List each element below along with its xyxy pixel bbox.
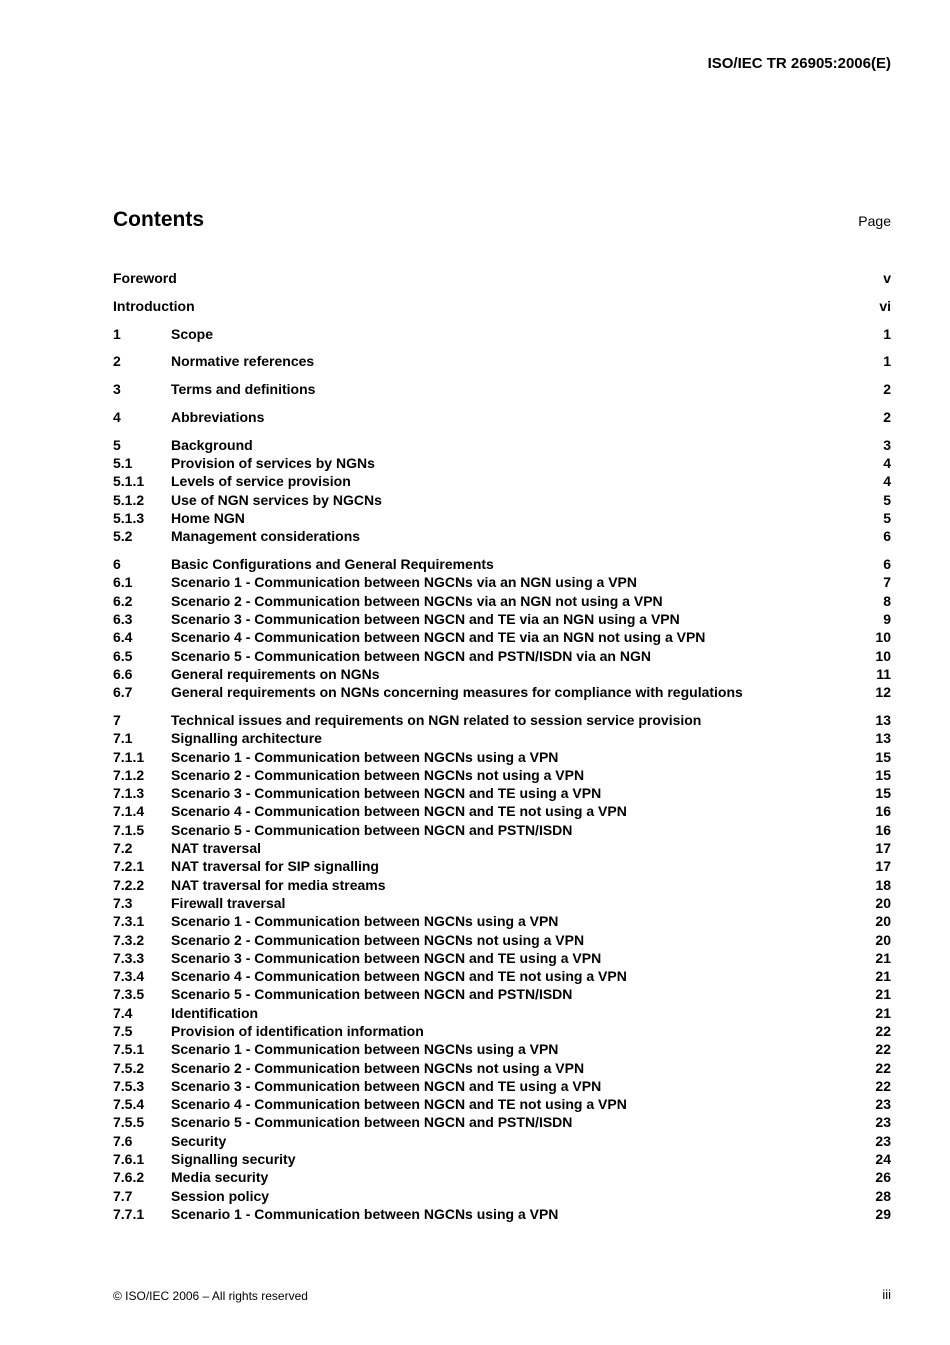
toc-entry-title: Scenario 4 - Communication between NGCN and TE via an NGN not using a VPN xyxy=(171,629,706,646)
toc-entry[interactable] xyxy=(113,949,891,967)
toc-entry-title: Scenario 5 - Communication between NGCN and PSTN/ISDN via an NGN xyxy=(171,647,651,664)
toc-entry[interactable] xyxy=(113,491,891,509)
toc-entry-number: 7.3.3 xyxy=(113,949,145,966)
toc-entry-page: 3 xyxy=(883,436,891,453)
toc-entry-page: 2 xyxy=(883,408,891,425)
toc-entry[interactable] xyxy=(113,325,891,343)
toc-entry[interactable] xyxy=(113,1168,891,1186)
toc-entry-title: Signalling architecture xyxy=(171,730,322,747)
toc-entry[interactable] xyxy=(113,269,891,287)
contents-heading-row xyxy=(113,208,891,232)
toc-entry[interactable] xyxy=(113,592,891,610)
toc-entry-title: Scenario 5 - Communication between NGCN and PSTN/ISDN xyxy=(171,821,573,838)
toc-entry[interactable] xyxy=(113,894,891,912)
toc-entry-page: 20 xyxy=(875,894,891,911)
toc-entry-number: 7.2.2 xyxy=(113,876,145,893)
toc-entry-title: Provision of services by NGNs xyxy=(171,455,375,472)
toc-entry-title: Scenario 1 - Communication between NGCNs using a VPN xyxy=(171,748,559,765)
toc-entry-title: Scenario 2 - Communication between NGCNs not using a VPN xyxy=(171,931,585,948)
toc-entry-number: 7.5.2 xyxy=(113,1059,145,1076)
toc-entry-number: 6.2 xyxy=(113,592,133,609)
toc-entry-number: 5.1 xyxy=(113,455,133,472)
toc-entry-title: Scenario 2 - Communication between NGCNs not using a VPN xyxy=(171,1059,585,1076)
toc-entry-title: Abbreviations xyxy=(171,408,265,425)
toc-entry-number: 7.3 xyxy=(113,894,133,911)
toc-entry[interactable] xyxy=(113,821,891,839)
toc-entry-page: 6 xyxy=(883,528,891,545)
toc-entry[interactable] xyxy=(113,408,891,426)
toc-entry-number: 6 xyxy=(113,556,121,573)
toc-entry-page: 2 xyxy=(883,381,891,398)
toc-entry-number: 7.3.5 xyxy=(113,986,145,1003)
toc-entry-number: 6.5 xyxy=(113,647,133,664)
toc-entry-title: General requirements on NGNs concerning measures for compliance with regulations xyxy=(171,684,743,701)
copyright-notice: © ISO/IEC 2006 – All rights reserved xyxy=(113,1289,308,1303)
toc-entry[interactable] xyxy=(113,628,891,646)
toc-entry-title: Provision of identification information xyxy=(171,1022,424,1039)
toc-entry[interactable] xyxy=(113,1132,891,1150)
toc-entry-title: Scenario 1 - Communication between NGCNs using a VPN xyxy=(171,1041,559,1058)
toc-entry-number: 7.1 xyxy=(113,730,133,747)
toc-entry-number: 7.7.1 xyxy=(113,1205,145,1222)
toc-entry-title: Technical issues and requirements on NGN related to session service provision xyxy=(171,711,702,728)
toc-entry-number: 7.5 xyxy=(113,1022,133,1039)
toc-entry-number: 4 xyxy=(113,408,121,425)
toc-entry-number: 2 xyxy=(113,353,121,370)
toc-entry-number: 5.1.2 xyxy=(113,491,145,508)
toc-entry[interactable] xyxy=(113,1059,891,1077)
toc-entry[interactable] xyxy=(113,683,891,701)
toc-entry-title: Scenario 4 - Communication between NGCN and TE not using a VPN xyxy=(171,803,627,820)
toc-entry-title: Scope xyxy=(171,325,214,342)
toc-entry-number: 6.7 xyxy=(113,684,133,701)
toc-entry-title: Scenario 3 - Communication between NGCN and TE using a VPN xyxy=(171,949,602,966)
table-of-contents xyxy=(113,269,891,1223)
toc-entry-number: 5.1.1 xyxy=(113,473,145,490)
toc-entry-title: Scenario 1 - Communication between NGCNs using a VPN xyxy=(171,1205,559,1222)
toc-entry-title: Signalling security xyxy=(171,1151,296,1168)
toc-entry-page: vi xyxy=(879,297,891,314)
toc-entry-page: 23 xyxy=(875,1132,891,1149)
toc-entry-page: 9 xyxy=(883,610,891,627)
toc-entry-title: Scenario 1 - Communication between NGCNs via an NGN using a VPN xyxy=(171,574,637,591)
toc-entry-title: Scenario 3 - Communication between NGCN and TE using a VPN xyxy=(171,1077,602,1094)
toc-entry[interactable] xyxy=(113,665,891,683)
toc-entry-page: 21 xyxy=(875,949,891,966)
toc-entry[interactable] xyxy=(113,1022,891,1040)
toc-entry[interactable] xyxy=(113,472,891,490)
toc-entry-page: 6 xyxy=(883,556,891,573)
toc-entry-number: 7.3.1 xyxy=(113,913,145,930)
toc-entry-title: Home NGN xyxy=(171,509,245,526)
toc-entry-title: Scenario 1 - Communication between NGCNs using a VPN xyxy=(171,913,559,930)
toc-entry-number: 7.6.2 xyxy=(113,1169,145,1186)
toc-entry[interactable] xyxy=(113,766,891,784)
toc-entry-title: Security xyxy=(171,1132,227,1149)
toc-entry[interactable] xyxy=(113,380,891,398)
toc-entry-title: Scenario 3 - Communication between NGCN and TE via an NGN using a VPN xyxy=(171,610,680,627)
toc-entry[interactable] xyxy=(113,1187,891,1205)
toc-entry[interactable] xyxy=(113,1095,891,1113)
toc-entry[interactable] xyxy=(113,1205,891,1223)
toc-entry-title: Identification xyxy=(171,1004,259,1021)
toc-entry-title: Scenario 5 - Communication between NGCN and PSTN/ISDN xyxy=(171,1114,573,1131)
toc-entry-page: 22 xyxy=(875,1077,891,1094)
toc-entry-page: 4 xyxy=(883,455,891,472)
toc-entry-number: 5 xyxy=(113,436,121,453)
toc-entry[interactable] xyxy=(113,802,891,820)
toc-entry-title: NAT traversal for SIP signalling xyxy=(171,858,379,875)
toc-entry-number: 7.1.5 xyxy=(113,821,145,838)
toc-entry-number: 7.3.4 xyxy=(113,968,145,985)
toc-entry-number: 7.5.3 xyxy=(113,1077,145,1094)
toc-entry-number: 7.5.4 xyxy=(113,1096,145,1113)
toc-entry-page: 21 xyxy=(875,968,891,985)
toc-entry-page: 22 xyxy=(875,1059,891,1076)
toc-entry[interactable] xyxy=(113,784,891,802)
toc-entry-number: 5.1.3 xyxy=(113,509,145,526)
toc-entry[interactable] xyxy=(113,876,891,894)
toc-entry-number: 6.4 xyxy=(113,629,133,646)
toc-entry-number: 7.6.1 xyxy=(113,1151,145,1168)
toc-entry-title: Terms and definitions xyxy=(171,381,316,398)
toc-entry-page: 21 xyxy=(875,986,891,1003)
toc-entry-title: Scenario 2 - Communication between NGCNs not using a VPN xyxy=(171,766,585,783)
toc-entry-title: Scenario 2 - Communication between NGCNs via an NGN not using a VPN xyxy=(171,592,663,609)
toc-entry-title: Foreword xyxy=(113,270,177,286)
toc-entry-page: 17 xyxy=(875,858,891,875)
toc-entry[interactable] xyxy=(113,912,891,930)
page-column-label: Page xyxy=(858,213,891,229)
toc-entry-number: 7.1.4 xyxy=(113,803,145,820)
toc-entry-number: 6.6 xyxy=(113,665,133,682)
toc-entry[interactable] xyxy=(113,839,891,857)
toc-entry-title: Scenario 4 - Communication between NGCN and TE not using a VPN xyxy=(171,1096,627,1113)
toc-entry-number: 7.1.2 xyxy=(113,766,145,783)
toc-entry-page: 21 xyxy=(875,1004,891,1021)
toc-entry-title: Management considerations xyxy=(171,528,361,545)
toc-entry-page: 24 xyxy=(875,1151,891,1168)
toc-entry[interactable] xyxy=(113,748,891,766)
toc-entry[interactable] xyxy=(113,436,891,454)
toc-entry-title: NAT traversal for media streams xyxy=(171,876,386,893)
toc-entry-title: Levels of service provision xyxy=(171,473,351,490)
toc-entry-page: 17 xyxy=(875,840,891,857)
toc-entry-title: NAT traversal xyxy=(171,840,262,857)
toc-entry[interactable] xyxy=(113,509,891,527)
toc-entry-title: Scenario 5 - Communication between NGCN and PSTN/ISDN xyxy=(171,986,573,1003)
toc-entry-page: 15 xyxy=(875,785,891,802)
toc-entry[interactable] xyxy=(113,1113,891,1131)
toc-entry-page: 11 xyxy=(876,665,891,682)
toc-entry-page: 15 xyxy=(875,766,891,783)
toc-entry-page: 22 xyxy=(875,1022,891,1039)
toc-entry-title: Use of NGN services by NGCNs xyxy=(171,491,382,508)
toc-entry-number: 7.1.3 xyxy=(113,785,145,802)
toc-entry-page: 8 xyxy=(883,592,891,609)
toc-entry-page: 1 xyxy=(883,353,891,370)
toc-entry-page: 1 xyxy=(883,325,891,342)
toc-entry[interactable] xyxy=(113,555,891,573)
toc-entry-number: 3 xyxy=(113,381,121,398)
toc-entry-page: 20 xyxy=(875,913,891,930)
toc-entry-number: 1 xyxy=(113,325,121,342)
toc-entry[interactable] xyxy=(113,297,891,315)
toc-entry-page: 16 xyxy=(875,821,891,838)
toc-entry-number: 6.1 xyxy=(113,574,133,591)
toc-entry-page: 13 xyxy=(875,711,891,728)
toc-entry-page: 4 xyxy=(883,473,891,490)
toc-entry[interactable] xyxy=(113,352,891,370)
toc-entry[interactable] xyxy=(113,1040,891,1058)
toc-entry-number: 7.4 xyxy=(113,1004,133,1021)
toc-entry[interactable] xyxy=(113,931,891,949)
toc-entry-page: 10 xyxy=(875,647,891,664)
toc-entry-title: Normative references xyxy=(171,353,315,370)
toc-entry-number: 7.2 xyxy=(113,840,133,857)
toc-entry-number: 5.2 xyxy=(113,528,133,545)
toc-entry-title: Scenario 3 - Communication between NGCN and TE using a VPN xyxy=(171,785,602,802)
toc-entry-page: 10 xyxy=(875,629,891,646)
toc-entry-page: 28 xyxy=(875,1187,891,1204)
toc-entry-page: 5 xyxy=(883,491,891,508)
toc-entry[interactable] xyxy=(113,1004,891,1022)
toc-entry-page: 23 xyxy=(875,1096,891,1113)
contents-title: Contents xyxy=(113,208,204,231)
toc-entry[interactable] xyxy=(113,573,891,591)
toc-entry-title: Introduction xyxy=(113,297,195,314)
toc-entry-page: 22 xyxy=(875,1041,891,1058)
toc-entry-title: General requirements on NGNs xyxy=(171,665,380,682)
toc-entry-number: 6.3 xyxy=(113,610,133,627)
toc-entry-title: Background xyxy=(171,436,253,453)
toc-entry[interactable] xyxy=(113,610,891,628)
toc-entry-page: 18 xyxy=(875,876,891,893)
toc-entry-number: 7.6 xyxy=(113,1132,133,1149)
toc-entry-page: 29 xyxy=(875,1205,891,1222)
toc-entry-number: 7 xyxy=(113,711,121,728)
toc-entry-page: 23 xyxy=(875,1114,891,1131)
toc-entry-page: 15 xyxy=(875,748,891,765)
toc-entry-title: Scenario 4 - Communication between NGCN and TE not using a VPN xyxy=(171,968,627,985)
toc-entry-page: 7 xyxy=(883,574,891,591)
toc-entry-page: 13 xyxy=(875,730,891,747)
toc-entry-number: 7.3.2 xyxy=(113,931,145,948)
toc-entry[interactable] xyxy=(113,527,891,545)
toc-entry-title: Session policy xyxy=(171,1187,270,1204)
toc-entry[interactable] xyxy=(113,1150,891,1168)
toc-entry-title: Basic Configurations and General Requirements xyxy=(171,556,494,573)
toc-entry-page: 20 xyxy=(875,931,891,948)
toc-entry[interactable] xyxy=(113,1077,891,1095)
toc-entry-number: 7.1.1 xyxy=(113,748,145,765)
toc-entry[interactable] xyxy=(113,729,891,747)
toc-entry-page: 5 xyxy=(883,509,891,526)
toc-entry-number: 7.7 xyxy=(113,1187,133,1204)
toc-entry-number: 7.5.5 xyxy=(113,1114,145,1131)
page-number: iii xyxy=(882,1287,891,1302)
toc-entry-page: 16 xyxy=(875,803,891,820)
toc-entry[interactable] xyxy=(113,647,891,665)
toc-entry[interactable] xyxy=(113,857,891,875)
toc-entry[interactable] xyxy=(113,985,891,1003)
toc-entry[interactable] xyxy=(113,454,891,472)
toc-entry[interactable] xyxy=(113,711,891,729)
document-id: ISO/IEC TR 26905:2006(E) xyxy=(707,55,891,72)
toc-entry-number: 7.5.1 xyxy=(113,1041,145,1058)
toc-entry[interactable] xyxy=(113,967,891,985)
toc-entry-title: Media security xyxy=(171,1169,269,1186)
toc-entry-page: v xyxy=(883,270,891,286)
toc-entry-number: 7.2.1 xyxy=(113,858,145,875)
toc-entry-page: 12 xyxy=(875,684,891,701)
toc-entry-title: Firewall traversal xyxy=(171,894,286,911)
toc-entry-page: 26 xyxy=(875,1169,891,1186)
